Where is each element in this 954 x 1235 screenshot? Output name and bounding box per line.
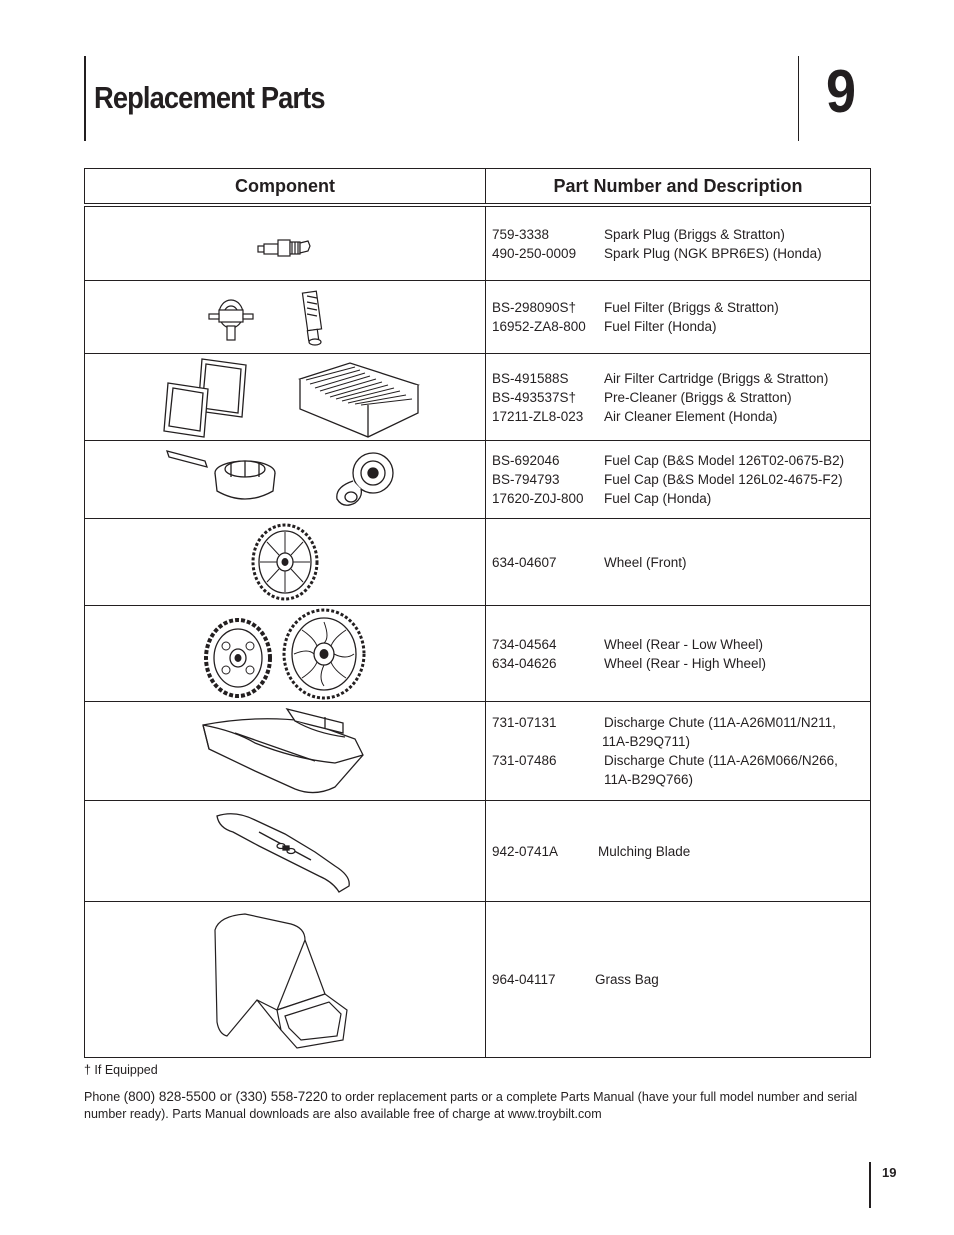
component-cell <box>85 281 486 354</box>
part-line <box>486 369 870 388</box>
part-description-cell <box>486 902 871 1058</box>
part-description-cell <box>486 281 871 354</box>
part-line <box>486 388 870 407</box>
part-number <box>486 732 602 751</box>
table-header-row <box>85 169 871 204</box>
part-number: BS-491588S <box>492 370 569 386</box>
part-description-cell <box>486 702 871 801</box>
page-number: 19 <box>882 1165 897 1180</box>
part-description: Grass Bag <box>595 972 659 987</box>
part-description: Air Filter Cartridge (Briggs & Stratton) <box>604 370 829 386</box>
component-cell <box>85 354 486 441</box>
air-filter-illustration <box>150 355 420 439</box>
part-line <box>486 635 870 654</box>
spark-plug-illustration <box>255 224 315 264</box>
phone-paragraph <box>84 1088 874 1123</box>
part-line <box>486 244 870 263</box>
part-number: BS-794793 <box>492 472 560 487</box>
part-description: Wheel (Rear - High Wheel) <box>604 655 767 671</box>
part-number: 634-04607 <box>492 554 557 570</box>
part-description-cell <box>486 441 871 519</box>
part-line <box>486 654 870 673</box>
table-row <box>85 902 871 1058</box>
part-number: 490-250-0009 <box>492 245 577 261</box>
table-row <box>85 207 871 281</box>
chapter-number: 9 <box>826 58 857 125</box>
front-wheel-illustration <box>245 522 325 602</box>
phone-prefix: Phone <box>84 1090 124 1104</box>
part-line <box>486 842 870 861</box>
fuel-filter-illustration <box>205 286 365 348</box>
page-title: Replacement Parts <box>94 80 325 115</box>
component-cell <box>85 207 486 281</box>
part-number: 942-0741A <box>492 843 559 859</box>
part-description: Fuel Filter (Honda) <box>604 319 717 334</box>
part-description: 11A-B29Q711) <box>602 734 691 749</box>
part-description: Discharge Chute (11A-A26M066/N266, <box>604 753 838 768</box>
part-number: 964-04117 <box>492 972 556 987</box>
part-description: Mulching Blade <box>598 843 691 859</box>
part-number: 17620-Z0J-800 <box>492 491 584 506</box>
part-line <box>486 751 870 770</box>
fuel-cap-illustration <box>165 447 405 513</box>
grass-bag-illustration <box>205 910 365 1050</box>
part-description-cell <box>486 801 871 902</box>
page-number-rule <box>869 1162 871 1208</box>
rear-wheels-illustration <box>200 608 370 700</box>
table-row <box>85 519 871 606</box>
part-number: 731-07131 <box>492 715 557 730</box>
part-line <box>486 298 870 317</box>
part-description: Discharge Chute (11A-A26M011/N211, <box>604 715 836 730</box>
part-description-cell <box>486 354 871 441</box>
part-description: Wheel (Rear - Low Wheel) <box>604 636 764 652</box>
part-number: 16952-ZA8-800 <box>492 319 586 334</box>
part-description: Spark Plug (NGK BPR6ES) (Honda) <box>604 245 822 261</box>
part-description: 11A-B29Q766) <box>604 772 694 787</box>
header-rule-left <box>84 56 86 141</box>
table-row <box>85 702 871 801</box>
table-row <box>85 441 871 519</box>
part-description: Fuel Filter (Briggs & Stratton) <box>604 300 779 315</box>
part-number: 731-07486 <box>492 753 557 768</box>
part-line <box>486 713 870 732</box>
part-number: BS-692046 <box>492 453 560 468</box>
part-description: Air Cleaner Element (Honda) <box>604 408 778 424</box>
part-line <box>486 970 870 989</box>
part-line <box>486 407 870 426</box>
footnote: † If Equipped <box>84 1063 158 1077</box>
discharge-chute-illustration <box>195 703 375 799</box>
component-cell <box>85 519 486 606</box>
part-number: 734-04564 <box>492 636 557 652</box>
table-row <box>85 354 871 441</box>
part-description: Spark Plug (Briggs & Stratton) <box>604 226 785 242</box>
part-description-cell <box>486 207 871 281</box>
part-description-cell <box>486 606 871 702</box>
component-cell <box>85 902 486 1058</box>
part-description: Wheel (Front) <box>604 554 687 570</box>
part-description: Fuel Cap (B&S Model 126L02-4675-F2) <box>604 472 843 487</box>
part-line <box>486 317 870 336</box>
table-row <box>85 801 871 902</box>
part-description-cell <box>486 519 871 606</box>
component-cell <box>85 702 486 801</box>
table-row <box>85 281 871 354</box>
phone-numbers: (800) 828-5500 or (330) 558-7220 <box>123 1089 328 1104</box>
part-description: Pre-Cleaner (Briggs & Stratton) <box>604 389 792 405</box>
parts-table <box>84 168 871 1058</box>
component-cell <box>85 441 486 519</box>
column-header-part-number: Part Number and Description <box>486 169 871 204</box>
column-header-component: Component <box>85 169 486 204</box>
part-number <box>486 770 604 789</box>
phone-text: to order replacement parts or a complete Parts Manual (have your full model number and serial number ready). Parts Manual downloads are also available free of charge at www.troybilt.com <box>84 1090 858 1121</box>
table-row <box>85 606 871 702</box>
part-number: 759-3338 <box>492 226 550 242</box>
part-number: 17211-ZL8-023 <box>492 408 584 424</box>
part-description: Fuel Cap (B&S Model 126T02-0675-B2) <box>604 453 845 468</box>
header-rule-right <box>798 56 799 141</box>
component-cell <box>85 606 486 702</box>
component-cell <box>85 801 486 902</box>
part-line <box>486 553 870 572</box>
part-line <box>486 489 870 508</box>
part-line <box>486 770 870 789</box>
mulching-blade-illustration <box>215 806 355 896</box>
part-line <box>486 451 870 470</box>
part-line <box>486 470 870 489</box>
part-line <box>486 225 870 244</box>
part-number: 634-04626 <box>492 655 557 671</box>
part-number: BS-298090S† <box>492 300 577 315</box>
part-line <box>486 732 870 751</box>
part-description: Fuel Cap (Honda) <box>604 491 712 506</box>
part-number: BS-493537S† <box>492 389 577 405</box>
